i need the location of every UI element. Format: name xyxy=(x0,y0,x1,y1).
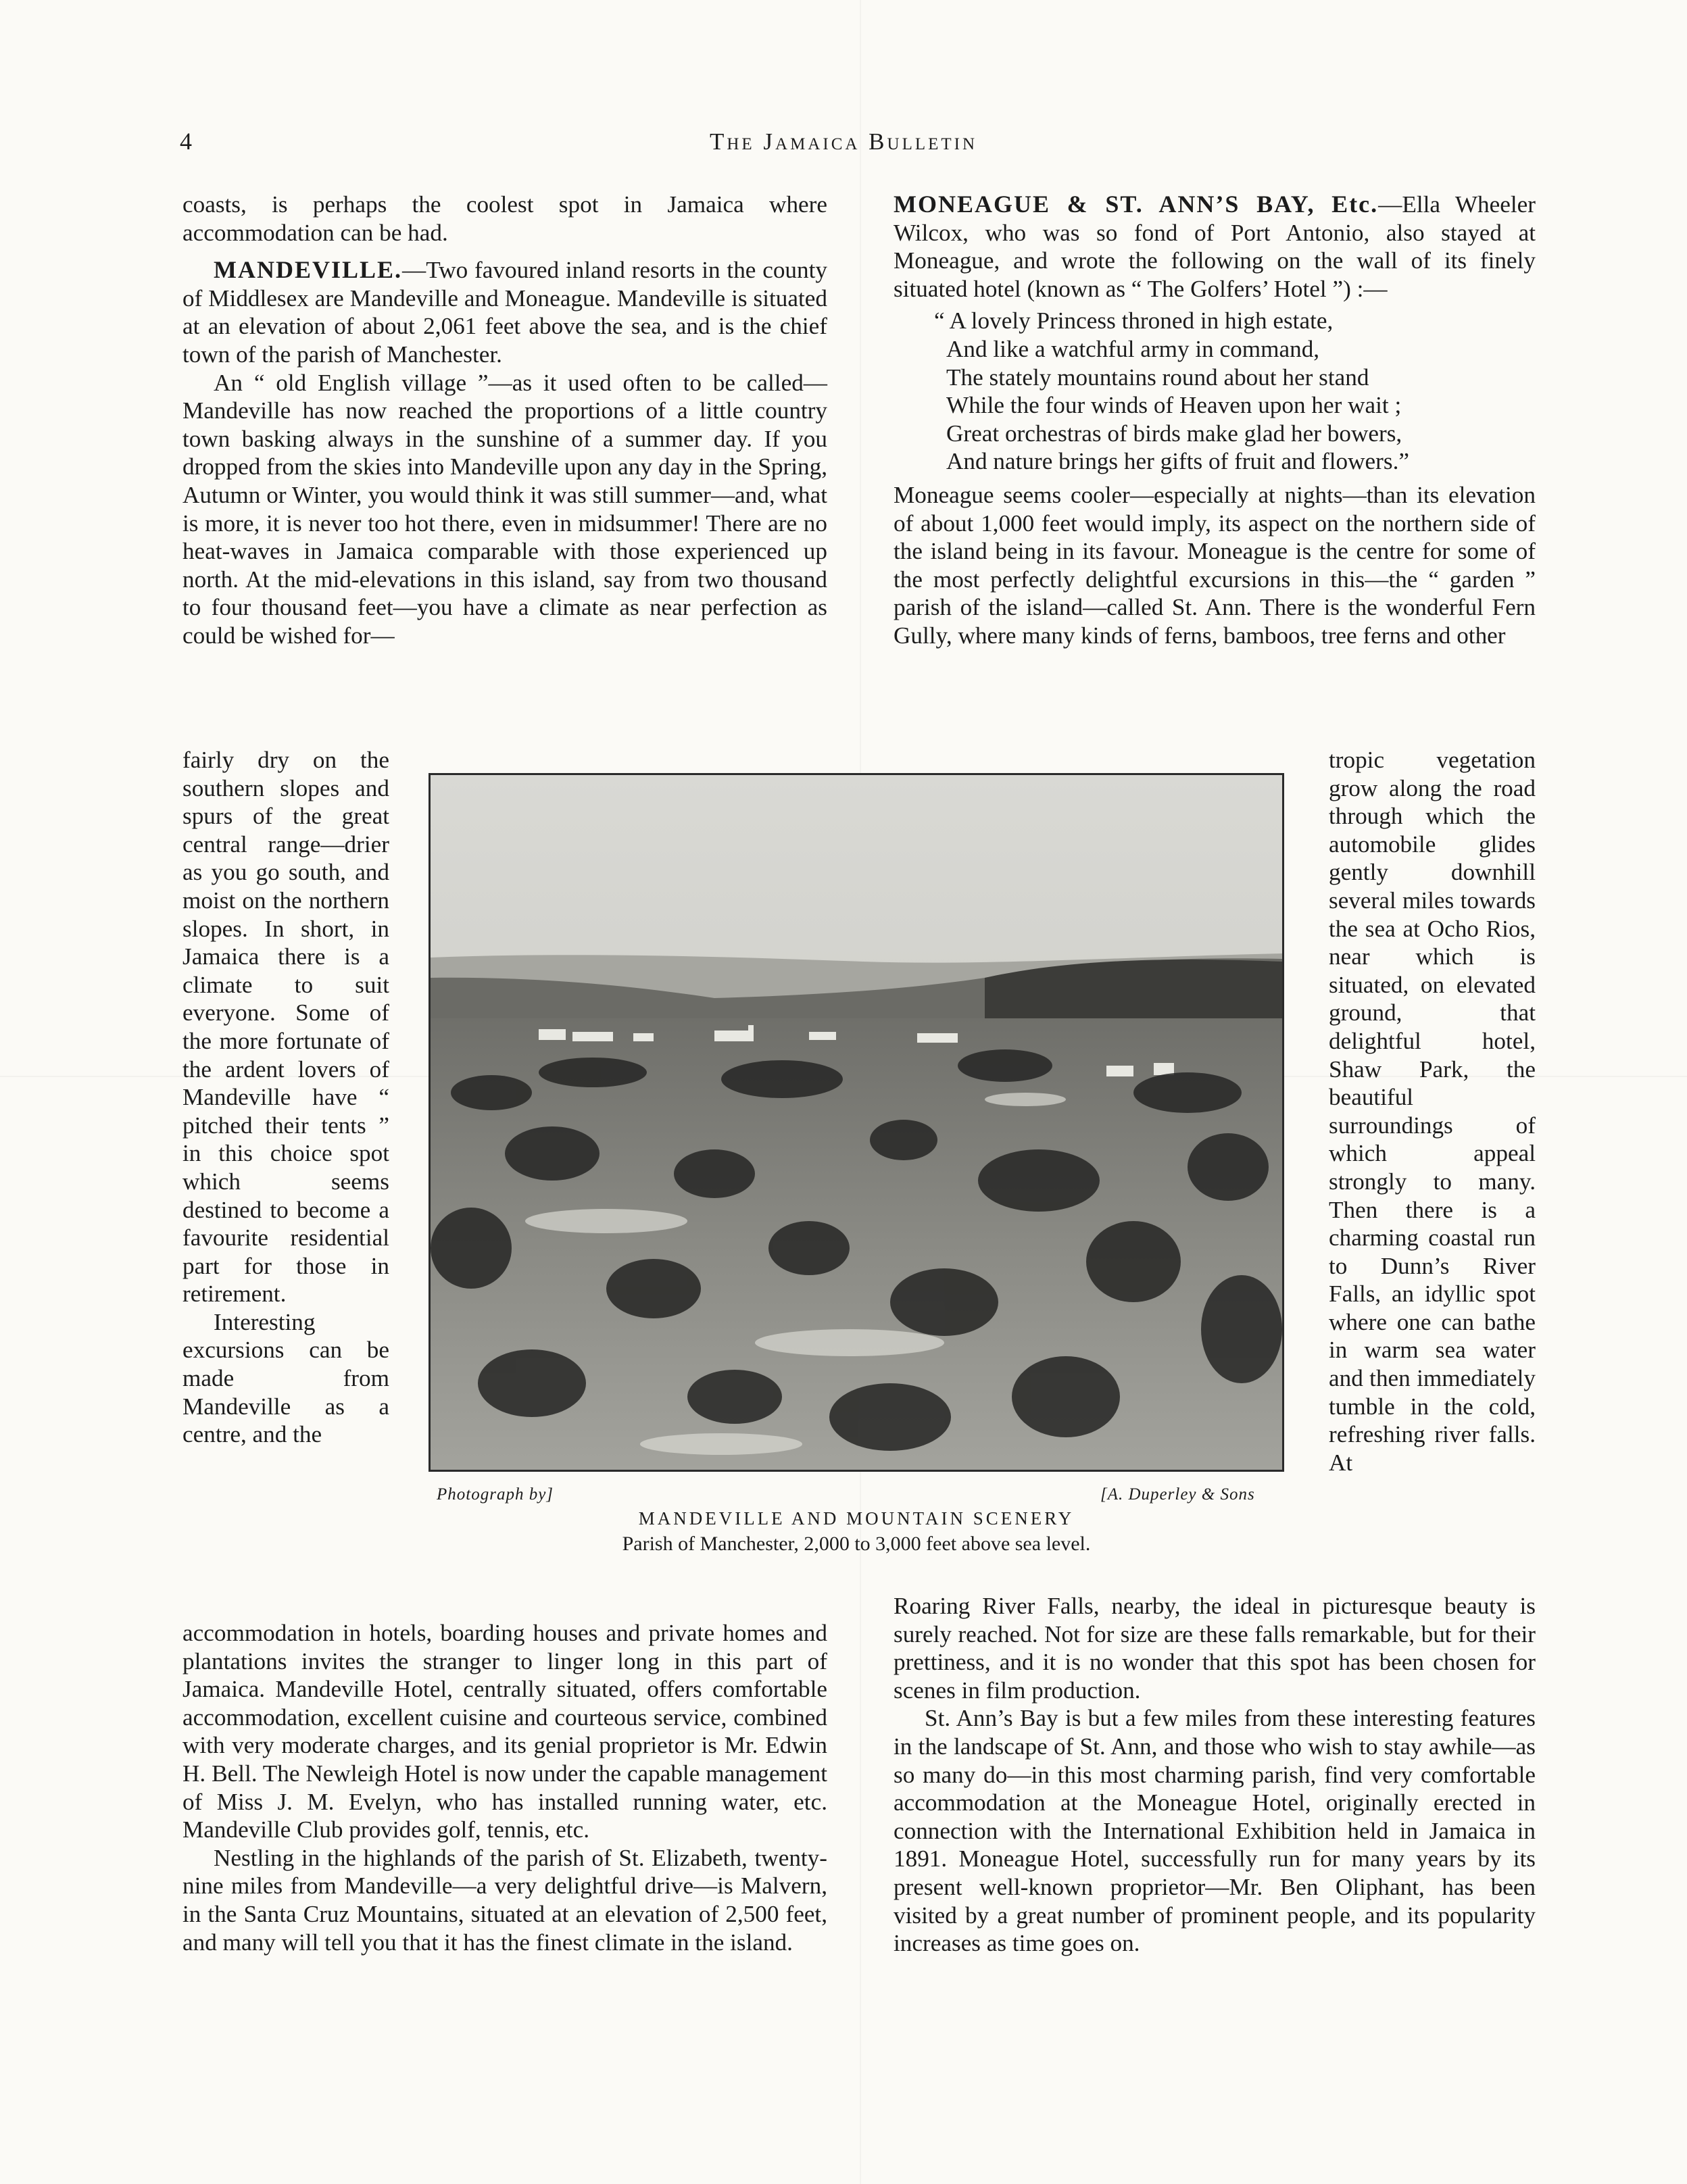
photo-caption-title: MANDEVILLE AND MOUNTAIN SCENERY xyxy=(638,1508,1075,1529)
left-column-narrow xyxy=(182,746,389,1449)
poem-line: And like a watchful army in command, xyxy=(946,335,1320,362)
moneague-intro-paragraph: MONEAGUE & ST. ANN’S BAY, Etc.—Ella Wheeler Wilcox, who was so fond of Port Antonio, also stayed at Moneague, and wrote the following on the wall of its finely situated hotel (known as “ The Golfers’ Hotel ”) :— xyxy=(894,191,1536,302)
left-column-bottom xyxy=(182,1619,827,1956)
accommodation-paragraph: accommodation in hotels, boarding houses and private homes and plantations invites the stranger to linger long in this part of Jamaica. Mandeville Hotel, centrally situated, offers comfortable accommodation, excellent cuisine and courteous service, combined with very moderate charges, and its genial proprietor is Mr. Edwin H. Bell. The Newleigh Hotel is now under the capable management of Miss J. M. Evelyn, who has installed running water, etc. Mandeville Club provides golf, tennis, etc. xyxy=(182,1620,827,1843)
moneague-heading: MONEAGUE & ST. ANN’S BAY, Etc. xyxy=(894,191,1379,218)
malvern-paragraph: Nestling in the highlands of the parish of St. Elizabeth, twenty-nine miles from Mandeville—a very delightful drive—is Malvern, in the Santa Cruz Mountains, situated at an elevation of 2,500 feet, and many will tell you that it has the finest climate in the island. xyxy=(182,1844,827,1956)
landscape-photo-image xyxy=(431,775,1282,1470)
poem-line: “ A lovely Princess throned in high estate, xyxy=(934,307,1334,334)
excursions-paragraph: Interesting excursions can be made from Mandeville as a centre, and the xyxy=(182,1308,389,1448)
poem xyxy=(894,307,1536,476)
poem-line: The stately mountains round about her stand xyxy=(946,364,1369,391)
landscape-photograph xyxy=(429,773,1284,1472)
page-number: 4 xyxy=(180,128,192,155)
right-column-narrow xyxy=(1329,746,1536,1476)
mandeville-heading: MANDEVILLE. xyxy=(214,256,403,284)
st-anns-bay-paragraph: St. Ann’s Bay is but a few miles from these interesting features in the landscape of St. Ann, and those who wish to stay awhile—as so many do—in this most charming parish, find very comfortable accommodation at the Moneague Hotel, originally erected in connection with the International Exhibition held in Jamaica in 1891. Moneague Hotel, successfully run for many years by its present well-known proprietor—Mr. Ben Oliphant, has been visited by a great number of prominent people, and its popularity increases as time goes on. xyxy=(894,1705,1536,1957)
poem-line: While the four winds of Heaven upon her wait ; xyxy=(946,392,1402,419)
climate-paragraph: fairly dry on the southern slopes and spurs of the great central range—drier as you go south, and moist on the northern slopes. In short, in Jamaica there is a climate to suit everyone. Some of the more fortunate of the ardent lovers of Mandeville have “ pitched their tents ” in this choice spot which seems destined to become a favourite residential part for those in retirement. xyxy=(182,747,389,1308)
mandeville-paragraph-1: MANDEVILLE.—Two favoured inland resorts in the county of Middlesex are Mandeville and Moneague. Mandeville is situated at an elevation of about 2,061 feet above the sea, and is the chief town of the parish of Manchester. xyxy=(182,256,827,368)
poem-line: And nature brings her gifts of fruit and flowers.” xyxy=(946,448,1409,475)
right-column-top xyxy=(894,191,1536,650)
right-column-bottom xyxy=(894,1592,1536,1958)
roaring-river-paragraph: Roaring River Falls, nearby, the ideal in picturesque beauty is surely reached. Not for size are these falls remarkable, but for their prettiness, and it is no wonder that this spot has been chosen for scenes in film production. xyxy=(894,1593,1536,1704)
photo-caption-subtitle: Parish of Manchester, 2,000 to 3,000 feet above sea level. xyxy=(622,1533,1091,1555)
running-title: The Jamaica Bulletin xyxy=(709,128,978,155)
poem-line: Great orchestras of birds make glad her bowers, xyxy=(946,420,1402,447)
excursion-route-paragraph: tropic vegetation grow along the road through which the automobile glides gently downhill several miles towards the sea at Ocho Rios, near which is situated, on elevated ground, that delightful hotel, Shaw Park, the beautiful surroundings of which appeal strongly to many. Then there is a charming coastal run to Dunn’s River Falls, an idyllic spot where one can bathe in warm sea water and then immediately tumble in the cold, refreshing river falls. At xyxy=(1329,747,1536,1476)
moneague-paragraph: Moneague seems cooler—especially at nights—than its elevation of about 1,000 feet would imply, its aspect on the northern side of the island being in its favour. Moneague is the centre for some of the most perfectly delightful excursions in this—the “ garden ” parish of the island—called St. Ann. There is the wonderful Fern Gully, where many kinds of ferns, bamboos, tree ferns and other xyxy=(894,481,1536,649)
photo-credit-label: Photograph by] xyxy=(437,1485,554,1504)
mandeville-paragraph-2: An “ old English village ”—as it used often to be called—Mandeville has now reached the proportions of a little country town basking always in the sunshine of a summer day. If you dropped from the skies into Mandeville upon any day in the Spring, Autumn or Winter, you would think it was still summer—and, what is more, it is never too hot there, even in midsummer! There are no heat-waves in Jamaica comparable with those experienced up north. At the mid-elevations in this island, say from two thousand to four thousand feet—you have a climate as near perfection as could be wished for— xyxy=(182,369,827,649)
left-column-top xyxy=(182,191,827,650)
opening-paragraph: coasts, is perhaps the coolest spot in Jamaica where accommodation can be had. xyxy=(182,191,827,246)
photo-credit-name: [A. Duperley & Sons xyxy=(1100,1485,1255,1504)
